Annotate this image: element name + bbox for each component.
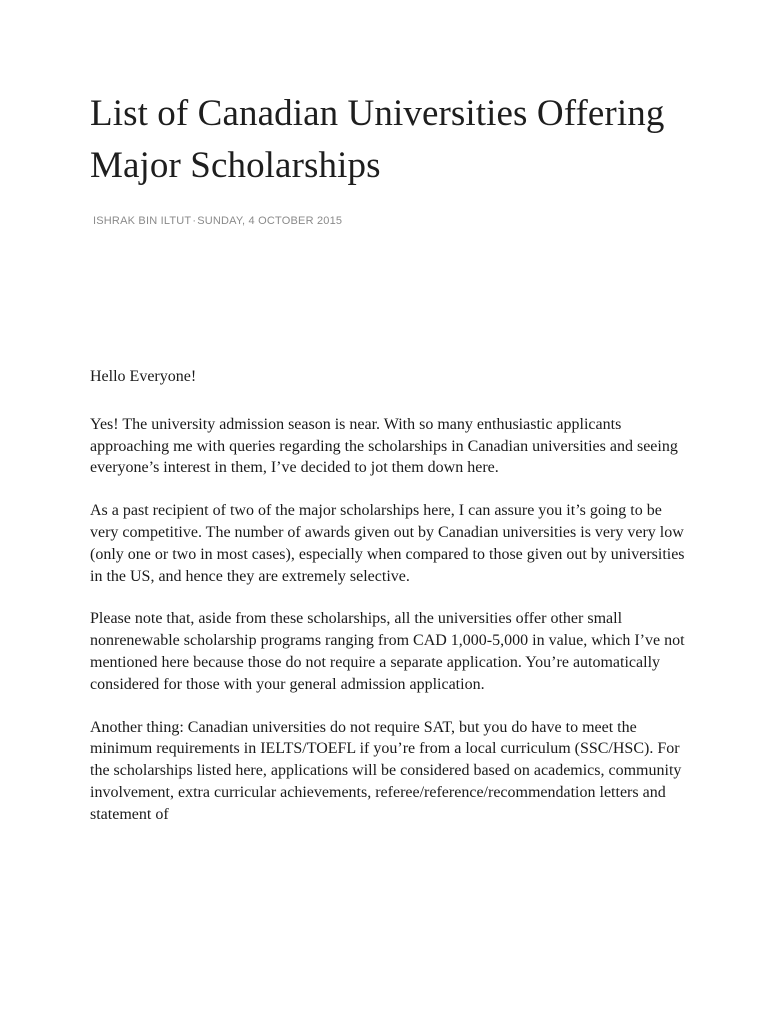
paragraph: As a past recipient of two of the major scholarships here, I can assure you it’s going to be very competitive. The number of awards given out by Canadian universities is very very low (only one or two in most cases), especially when compared to those given out by universities in the US, and hence they are extremely selective. — [90, 502, 685, 585]
paragraph: Another thing: Canadian universities do not require SAT, but you do have to meet the minimum requirements in IELTS/TOEFL if you’re from a local curriculum (SSC/HSC). For the scholarships listed here, applications will be considered based on academics, community involvement, extra curricular achievements, referee/reference/recommendation letters and statement of — [90, 718, 682, 823]
article-body — [90, 366, 690, 826]
article-title: List of Canadian Universities Offering Major Scholarships — [90, 93, 665, 186]
publish-date: SUNDAY, 4 OCTOBER 2015 — [197, 215, 343, 227]
author-name[interactable]: ISHRAK BIN ILTUT — [93, 215, 192, 227]
paragraph: Yes! The university admission season is near. With so many enthusiastic applicants approaching me with queries regarding the scholarships in Canadian universities and seeing everyone’s interest in them, I’ve decided to jot them down here. — [90, 415, 678, 477]
article — [90, 88, 690, 847]
paragraph: Please note that, aside from these scholarships, all the universities offer other small nonrenewable scholarship programs ranging from CAD 1,000-5,000 in value, which I’ve not mentioned here because those do not require a separate application. You’re automatically considered for those with your general admission application. — [90, 610, 685, 693]
byline-separator: · — [192, 215, 197, 227]
paragraph-greeting: Hello Everyone! — [90, 368, 197, 385]
byline — [93, 215, 690, 227]
